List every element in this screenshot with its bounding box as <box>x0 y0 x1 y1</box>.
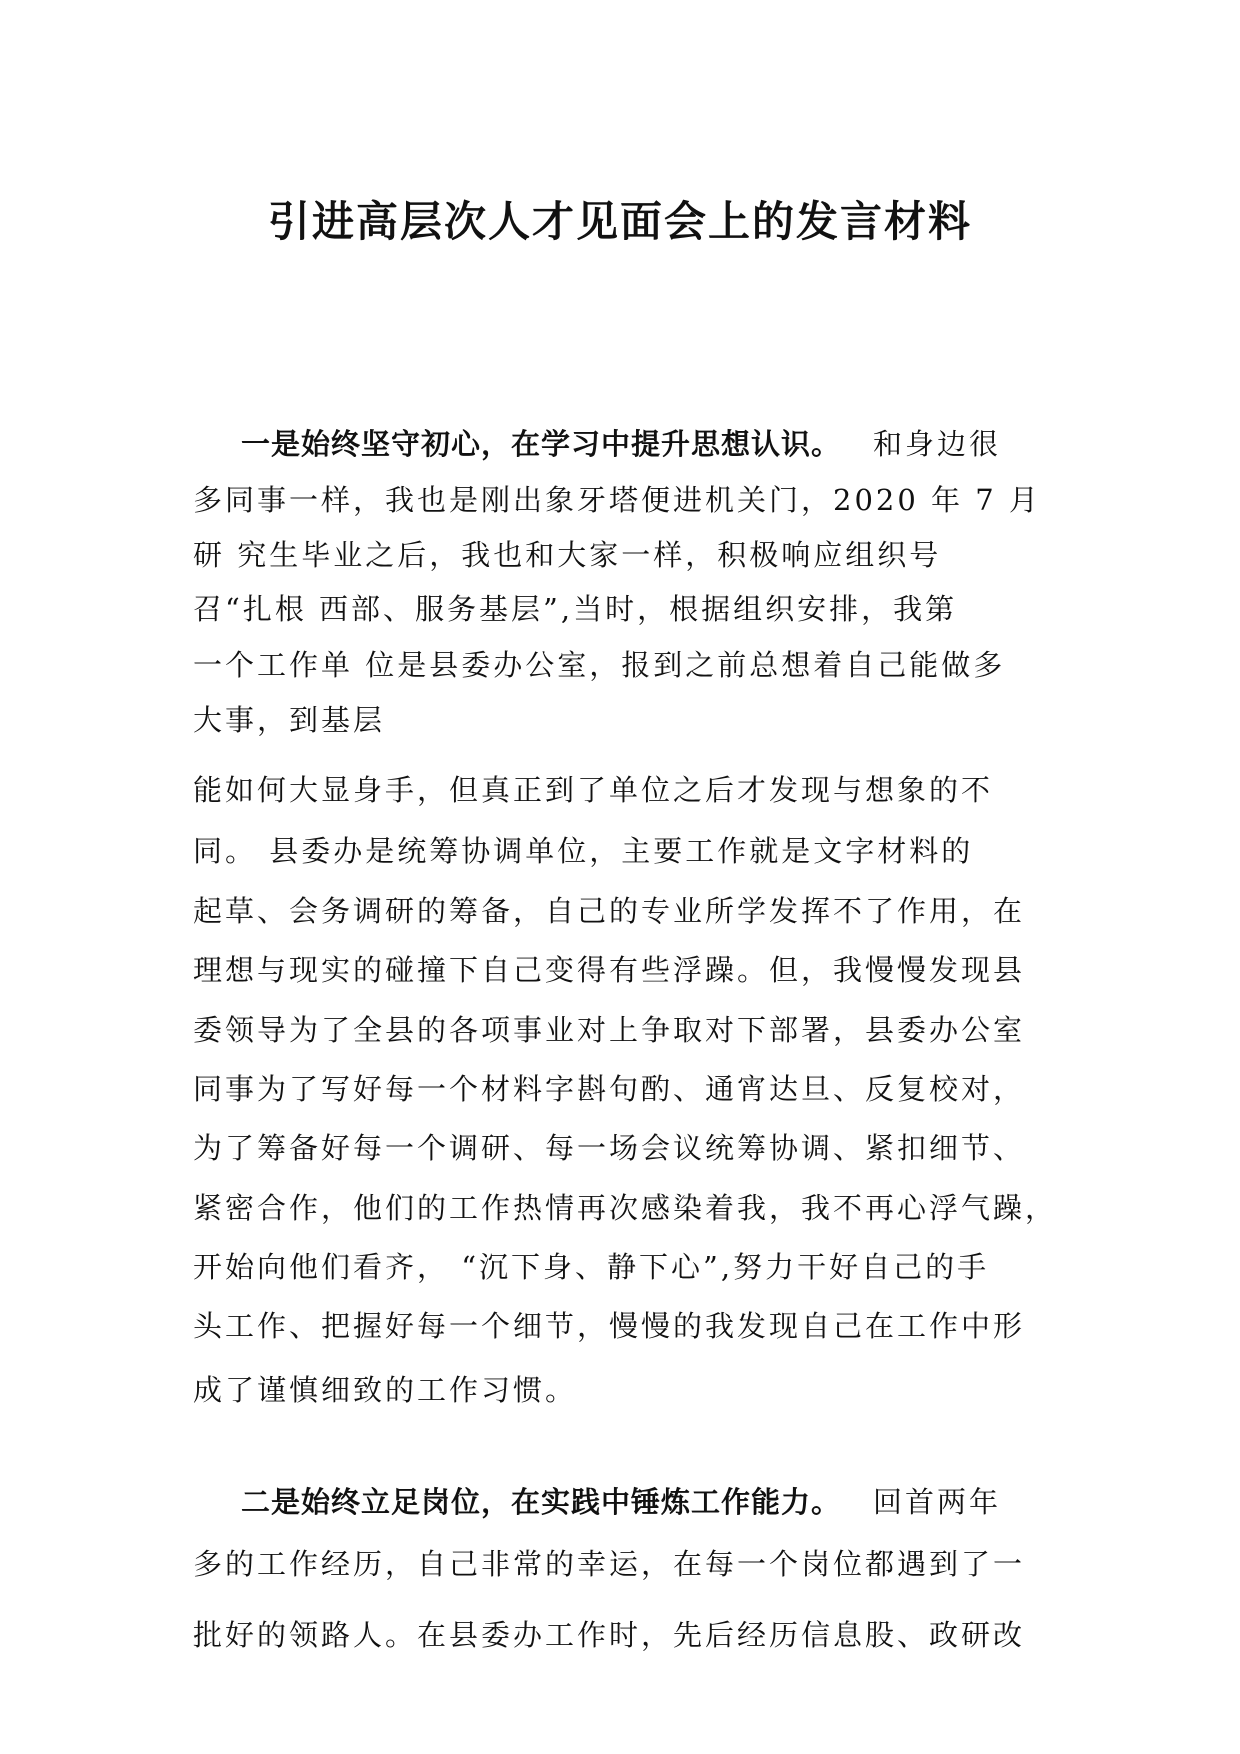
section-1-line-14: 紧密合作，他们的工作热情再次感染着我，我不再心浮气躁， <box>193 1191 1058 1225</box>
section-1-line-10: 理想与现实的碰撞下自己变得有些浮躁。但，我慢慢发现县 <box>193 953 1026 987</box>
section-1-line-15: 开始向他们看齐， “沉下身、静下心”,努力干好自己的手 <box>193 1250 990 1284</box>
section-1-line-1: 和身边很 <box>873 427 1002 461</box>
section-1-line-5: 一个工作单 位是县委办公室，报到之前总想着自己能做多 <box>193 648 1006 682</box>
section-1-line-16: 头工作、把握好每一个细节，慢慢的我发现自己在工作中形 <box>193 1309 1026 1343</box>
section-1-line-13: 为了筹备好每一个调研、每一场会议统筹协调、紧扣细节、 <box>193 1131 1026 1165</box>
section-1-line-2: 多同事一样，我也是刚出象牙塔便进机关门，2020 年 7 月 <box>193 483 1041 517</box>
section-2-line-1: 回首两年 <box>873 1485 1002 1519</box>
section-1-line-11: 委领导为了全县的各项事业对上争取对下部署，县委办公室 <box>193 1013 1026 1047</box>
section-2-line-2: 多的工作经历，自己非常的幸运，在每一个岗位都遇到了一 <box>193 1547 1026 1581</box>
section-1-line-7: 能如何大显身手，但真正到了单位之后才发现与想象的不 <box>193 773 994 807</box>
section-1-line-9: 起草、会务调研的筹备，自己的专业所学发挥不了作用，在 <box>193 894 1026 928</box>
section-1-line-4: 召“扎根 西部、服务基层”,当时，根据组织安排，我第 <box>193 592 958 626</box>
section-1-line-17: 成了谨慎细致的工作习惯。 <box>193 1373 578 1407</box>
paragraph-line <box>193 1482 1053 1522</box>
section-1-line-6: 大事，到基层 <box>193 703 386 737</box>
paragraph-line <box>193 424 1053 464</box>
section-1-heading: 一是始终坚守初心，在学习中提升思想认识。 <box>241 427 842 461</box>
section-2-heading: 二是始终立足岗位，在实践中锤炼工作能力。 <box>241 1485 842 1519</box>
section-1-line-3: 研 究生毕业之后，我也和大家一样，积极响应组织号 <box>193 538 942 572</box>
section-1-line-12: 同事为了写好每一个材料字斟句酌、通宵达旦、反复校对， <box>193 1072 1026 1106</box>
section-1-line-8: 同。 县委办是统筹协调单位，主要工作就是文字材料的 <box>193 834 974 868</box>
document-title: 引进高层次人才见面会上的发言材料 <box>267 197 972 246</box>
section-2-line-3: 批好的领路人。在县委办工作时，先后经历信息股、政研改 <box>193 1618 1026 1652</box>
